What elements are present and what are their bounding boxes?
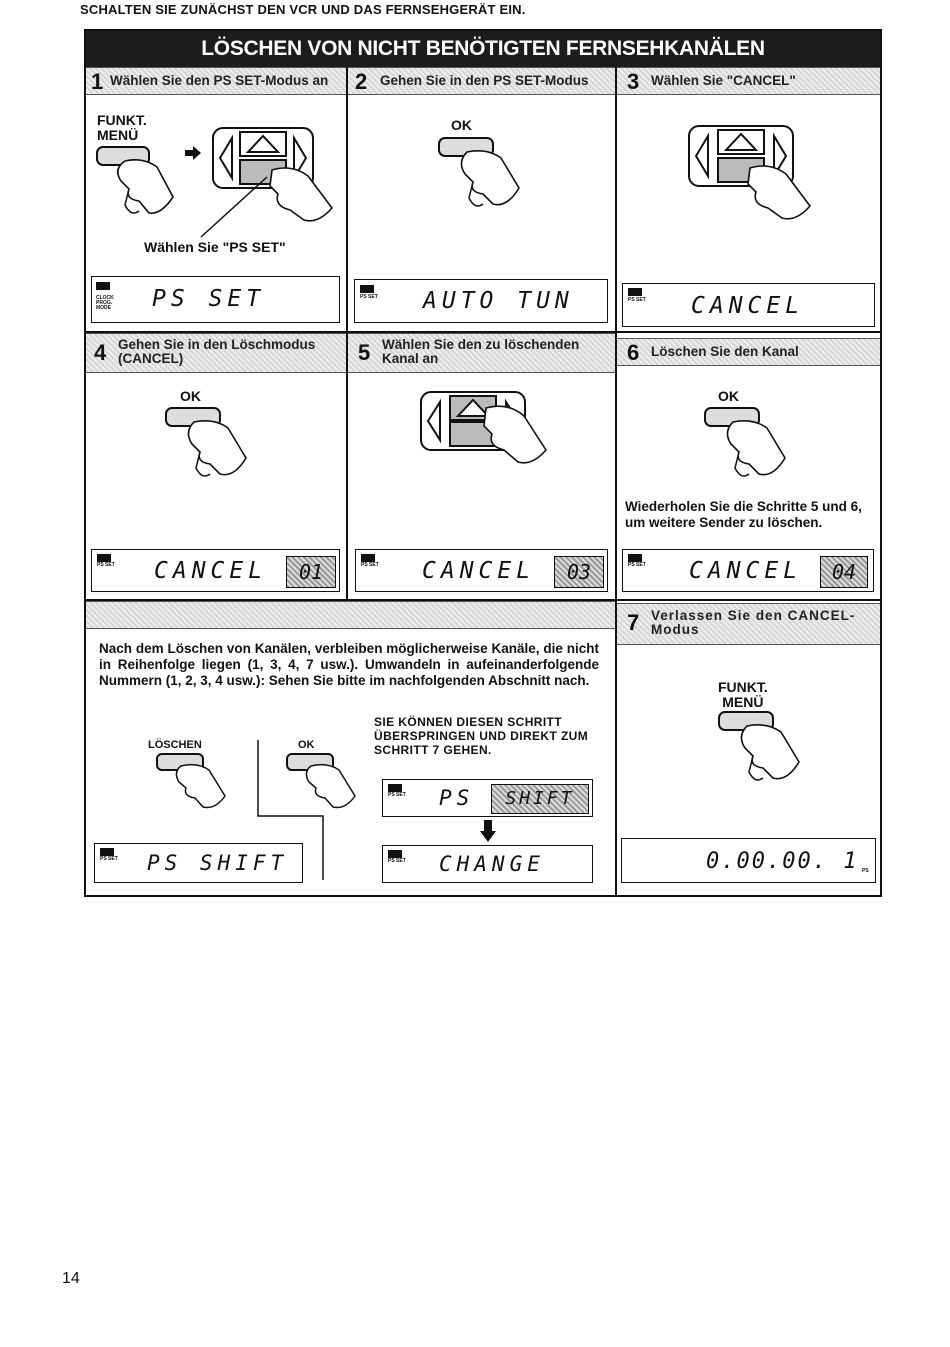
ps-set-badge: PS SET <box>97 562 115 568</box>
display-text: AUTO TUN <box>423 288 574 314</box>
channel-number: 04 <box>820 556 868 588</box>
menu-icon <box>96 282 110 290</box>
menu-icon <box>388 784 402 792</box>
funkt-menu-button-hand-icon[interactable] <box>95 145 175 225</box>
skip-note: SIE KÖNNEN DIESEN SCHRITT ÜBERSPRINGEN UND DIREKT ZUM SCHRITT 7 GEHEN. <box>374 715 589 757</box>
display-text: CANCEL <box>689 558 803 584</box>
step-text: Verlassen Sie den CANCEL-Modus <box>651 608 856 637</box>
ps-set-badge: PS SET <box>360 294 378 300</box>
step-text: Gehen Sie in den PS SET-Modus <box>380 73 589 88</box>
display-text: CANCEL <box>154 558 268 584</box>
display-text: CANCEL <box>422 558 536 584</box>
step-text: Wählen Sie den PS SET-Modus an <box>110 73 329 88</box>
display-text: PS SHIFT <box>147 851 289 875</box>
funkt-menu-label: FUNKT. MENÜ <box>718 679 768 710</box>
step-text: Wählen Sie den zu löschenden Kanal an <box>382 337 580 366</box>
menu-icon <box>388 850 402 858</box>
display-text: PS SET <box>152 286 266 312</box>
display-clock <box>621 838 876 883</box>
ok-label: OK <box>180 388 201 404</box>
ps-set-badge: PS SET <box>388 792 406 798</box>
ok-button-hand-icon[interactable] <box>703 406 803 486</box>
arrow-right-icon <box>185 146 201 160</box>
cursor-pad-hand-icon[interactable] <box>688 120 818 230</box>
page-title: LÖSCHEN VON NICHT BENÖTIGTEN FERNSEHKANÄLEN <box>201 37 765 60</box>
header-instruction: SCHALTEN SIE ZUNÄCHST DEN VCR UND DAS FERNSEHGERÄT EIN. <box>80 2 526 17</box>
column-divider <box>615 67 617 897</box>
display-cancel-01 <box>91 549 340 592</box>
select-ps-set-label: Wählen Sie "PS SET" <box>144 239 286 255</box>
ok-button-hand-icon[interactable] <box>437 136 537 216</box>
channel-number: 01 <box>286 556 336 588</box>
loeschen-label: LÖSCHEN <box>148 739 202 751</box>
funkt-menu-button-hand-icon[interactable] <box>717 710 817 790</box>
title-bar <box>86 31 880 67</box>
menu-icon <box>97 554 111 562</box>
cursor-pad-hand-icon[interactable] <box>420 388 550 478</box>
ps-badge: PS <box>862 868 869 874</box>
display-cancel-04 <box>622 549 874 592</box>
ps-set-badge: PS SET <box>388 858 406 864</box>
step-text: Gehen Sie in den Löschmodus (CANCEL) <box>118 337 316 366</box>
display-text: CANCEL <box>691 293 805 319</box>
ps-set-badge: PS SET <box>100 856 118 862</box>
ok-label: OK <box>298 739 315 751</box>
shift-section-header <box>86 601 615 629</box>
step-number: 6 <box>627 340 640 365</box>
ok-button-hand-icon[interactable] <box>164 406 264 486</box>
channel-number: 03 <box>554 556 604 588</box>
shift-highlight: SHIFT <box>491 784 589 814</box>
ps-set-badge: PS SET <box>361 562 379 568</box>
step-3-header <box>617 67 880 95</box>
display-ps-shift-highlighted <box>382 779 593 817</box>
menu-icon <box>361 554 375 562</box>
menu-icon <box>628 554 642 562</box>
display-cancel-03 <box>355 549 608 592</box>
repeat-note: Wiederholen Sie die Schritte 5 und 6, um weitere Sender zu löschen. <box>625 499 862 530</box>
display-cancel <box>622 283 875 327</box>
mode-badges: CLOCK PROG. MODE <box>96 295 114 311</box>
page-number: 14 <box>62 1270 80 1287</box>
loeschen-button-hand-icon[interactable] <box>155 752 245 812</box>
step-number: 4 <box>94 340 107 365</box>
arrow-down-icon <box>480 820 496 842</box>
pointer-line <box>195 175 275 245</box>
funkt-menu-label: FUNKT. MENÜ <box>97 112 147 143</box>
step-number: 1 <box>91 69 104 94</box>
menu-icon <box>360 285 374 293</box>
step-2-header <box>348 67 615 95</box>
step-number: 2 <box>355 69 368 94</box>
step-number: 3 <box>627 69 640 94</box>
step-5-header <box>348 333 615 373</box>
step-text: Löschen Sie den Kanal <box>651 344 799 359</box>
display-ps-shift <box>94 843 303 883</box>
menu-icon <box>100 848 114 856</box>
step-7-header <box>617 603 880 645</box>
ok-label: OK <box>718 388 739 404</box>
display-text: 0.00.00. 1 <box>706 849 859 874</box>
ps-set-badge: PS SET <box>628 297 646 303</box>
step-text: Wählen Sie "CANCEL" <box>651 73 796 88</box>
step-number: 7 <box>627 610 640 635</box>
step-6-header <box>617 338 880 366</box>
menu-icon <box>628 288 642 296</box>
ok-label: OK <box>451 117 472 133</box>
step-1-header <box>86 67 346 95</box>
ps-set-badge: PS SET <box>628 562 646 568</box>
display-text: CHANGE <box>439 852 545 876</box>
display-ps-set <box>91 276 340 323</box>
step-number: 5 <box>358 340 371 365</box>
display-auto-tun <box>354 279 608 323</box>
display-change <box>382 845 593 883</box>
display-text: PS <box>439 786 475 810</box>
shift-note: Nach dem Löschen von Kanälen, verbleiben möglicherweise Kanäle, die nicht in Reihenfolge liegen (1, 3, 4, 7 usw.). Umwandeln in aufeinanderfolgende Nummern (1, 2, 3, 4 usw.): Sehen Sie bitte im nachfolgenden Abschnitt nach. <box>99 641 599 688</box>
step-4-header <box>86 333 346 373</box>
